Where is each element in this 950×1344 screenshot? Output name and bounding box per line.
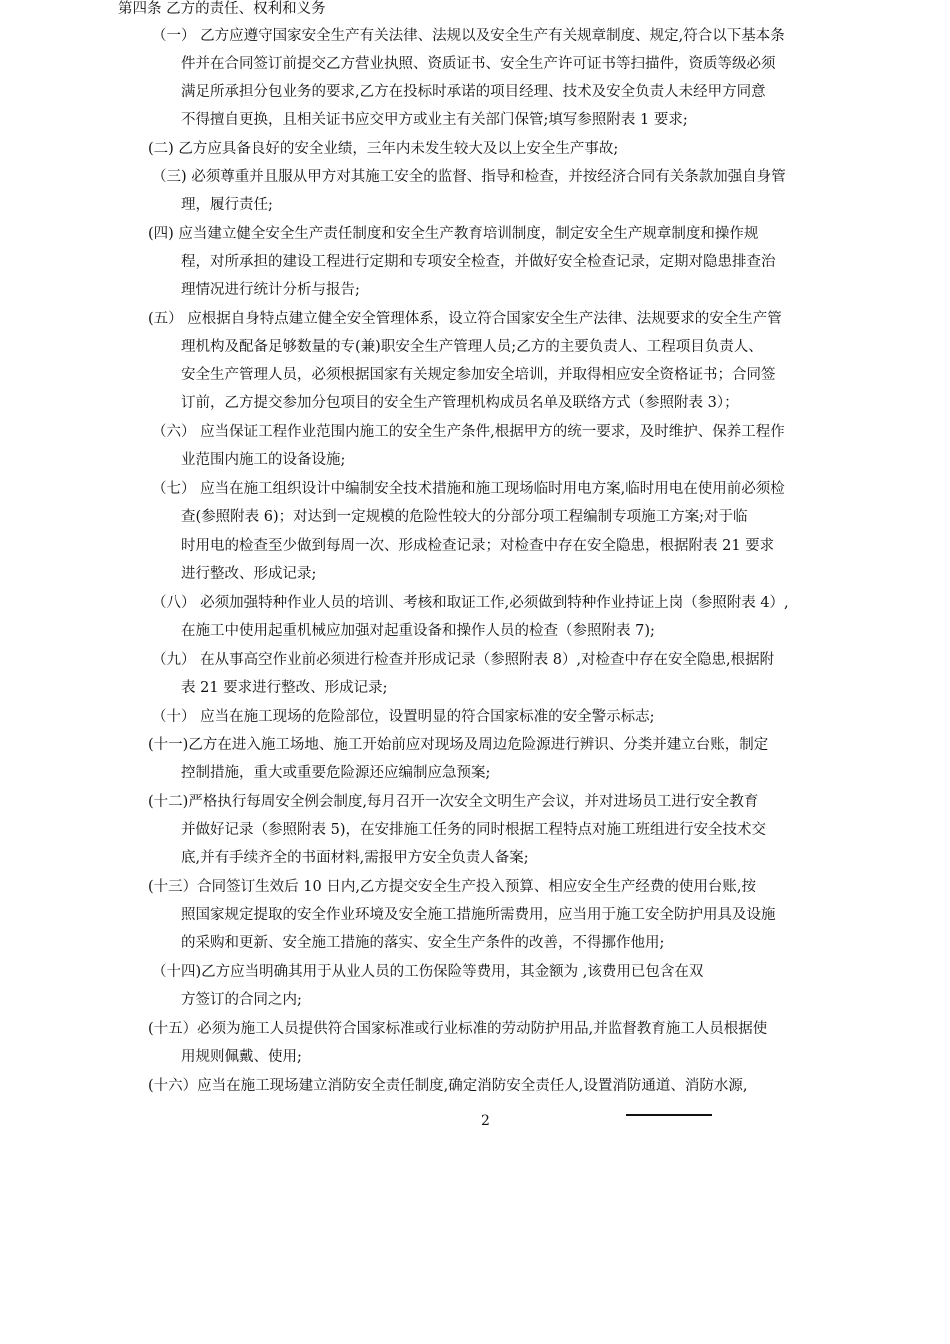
body-line: 查(参照附表 6)；对达到一定规模的危险性较大的分部分项工程编制专项施工方案;对于临 — [181, 509, 748, 525]
body-line: （三) 必须尊重并且服从甲方对其施工安全的监督、指导和检查，并按经济合同有关条款加强自身管 — [152, 169, 786, 185]
body-line: (十五）必须为施工人员提供符合国家标准或行业标准的劳动防护用品,并监督教育施工人员根据使 — [148, 1021, 768, 1037]
body-line: 理情况进行统计分析与报告; — [181, 282, 360, 298]
body-line: （七） 应当在施工组织设计中编制安全技术措施和施工现场临时用电方案,临时用电在使用前必须检 — [152, 481, 785, 497]
article-heading: 第四条 乙方的责任、权利和义务 — [118, 1, 326, 17]
body-line: 满足所承担分包业务的要求,乙方在投标时承诺的项目经理、技术及安全负责人未经甲方同意 — [181, 84, 766, 100]
body-line: 不得擅自更换，且相关证书应交甲方或业主有关部门保管;填写参照附表 1 要求; — [181, 112, 688, 128]
body-line: （九） 在从事高空作业前必须进行检查并形成记录（参照附表 8）,对检查中存在安全隐患,根据附 — [152, 652, 775, 668]
underline-rule — [626, 1114, 712, 1116]
body-line: 理机构及配备足够数量的专(兼)职安全生产管理人员;乙方的主要负责人、工程项目负责人、 — [181, 339, 763, 355]
body-line: （六） 应当保证工程作业范围内施工的安全生产条件,根据甲方的统一要求，及时维护、保养工程作 — [152, 424, 785, 440]
body-line: 进行整改、形成记录; — [181, 566, 317, 582]
body-line: 理，履行责任; — [181, 197, 273, 213]
body-line: (二) 乙方应具备良好的安全业绩，三年内未发生较大及以上安全生产事故; — [148, 141, 619, 157]
body-line: (十三）合同签订生效后 10 日内,乙方提交安全生产投入预算、相应安全生产经费的使用台账,按 — [148, 879, 757, 895]
body-line: （十四)乙方应当明确其用于从业人员的工伤保险等费用，其金额为 ,该费用已包含在双 — [152, 964, 704, 980]
body-line: 件并在合同签订前提交乙方营业执照、资质证书、安全生产许可证书等扫描件，资质等级必须 — [181, 56, 776, 72]
body-line: 照国家规定提取的安全作业环境及安全施工措施所需费用，应当用于施工安全防护用具及设施 — [181, 907, 776, 923]
body-line: 安全生产管理人员，必须根据国家有关规定参加安全培训，并取得相应安全资格证书；合同签 — [181, 367, 776, 383]
body-line: 底,并有手续齐全的书面材料,需报甲方安全负责人备案; — [181, 850, 529, 866]
body-line: (四) 应当建立健全安全生产责任制度和安全生产教育培训制度，制定安全生产规章制度和操作规 — [148, 226, 759, 242]
body-line: 的采购和更新、安全施工措施的落实、安全生产条件的改善，不得挪作他用; — [181, 935, 665, 951]
body-line: (十一)乙方在进入施工场地、施工开始前应对现场及周边危险源进行辨识、分类并建立台账，制定 — [148, 737, 769, 753]
body-line: 用规则佩戴、使用; — [181, 1049, 302, 1065]
body-line: (十六）应当在施工现场建立消防安全责任制度,确定消防安全责任人,设置消防通道、消防水源, — [148, 1078, 748, 1094]
body-line: 业范围内施工的设备设施; — [181, 452, 346, 468]
body-line: 控制措施，重大或重要危险源还应编制应急预案; — [181, 765, 491, 781]
body-line: （十） 应当在施工现场的危险部位，设置明显的符合国家标准的安全警示标志; — [152, 709, 655, 725]
body-line: (十二)严格执行每周安全例会制度,每月召开一次安全文明生产会议，并对进场员工进行安全教育 — [148, 794, 759, 810]
body-line: 在施工中使用起重机械应加强对起重设备和操作人员的检查（参照附表 7); — [181, 623, 655, 639]
body-line: 程，对所承担的建设工程进行定期和专项安全检查，并做好安全检查记录，定期对隐患排查治 — [181, 254, 776, 270]
page-number: 2 — [481, 1113, 490, 1129]
body-line: （一） 乙方应遵守国家安全生产有关法律、法规以及安全生产有关规章制度、规定,符合以下基本条 — [152, 28, 785, 44]
body-line: (五） 应根据自身特点建立健全安全管理体系，设立符合国家安全生产法律、法规要求的安全生产管 — [148, 311, 782, 327]
body-line: 并做好记录（参照附表 5)，在安排施工任务的同时根据工程特点对施工班组进行安全技术交 — [181, 822, 766, 838]
body-line: （八） 必须加强特种作业人员的培训、考核和取证工作,必须做到特种作业持证上岗（参照附表 4）, — [152, 595, 789, 611]
body-line: 时用电的检查至少做到每周一次、形成检查记录；对检查中存在安全隐患，根据附表 21 要求 — [181, 538, 775, 554]
body-line: 表 21 要求进行整改、形成记录; — [181, 680, 388, 696]
body-line: 方签订的合同之内; — [181, 992, 302, 1008]
body-line: 订前，乙方提交参加分包项目的安全生产管理机构成员名单及联络方式（参照附表 3）； — [181, 395, 739, 411]
